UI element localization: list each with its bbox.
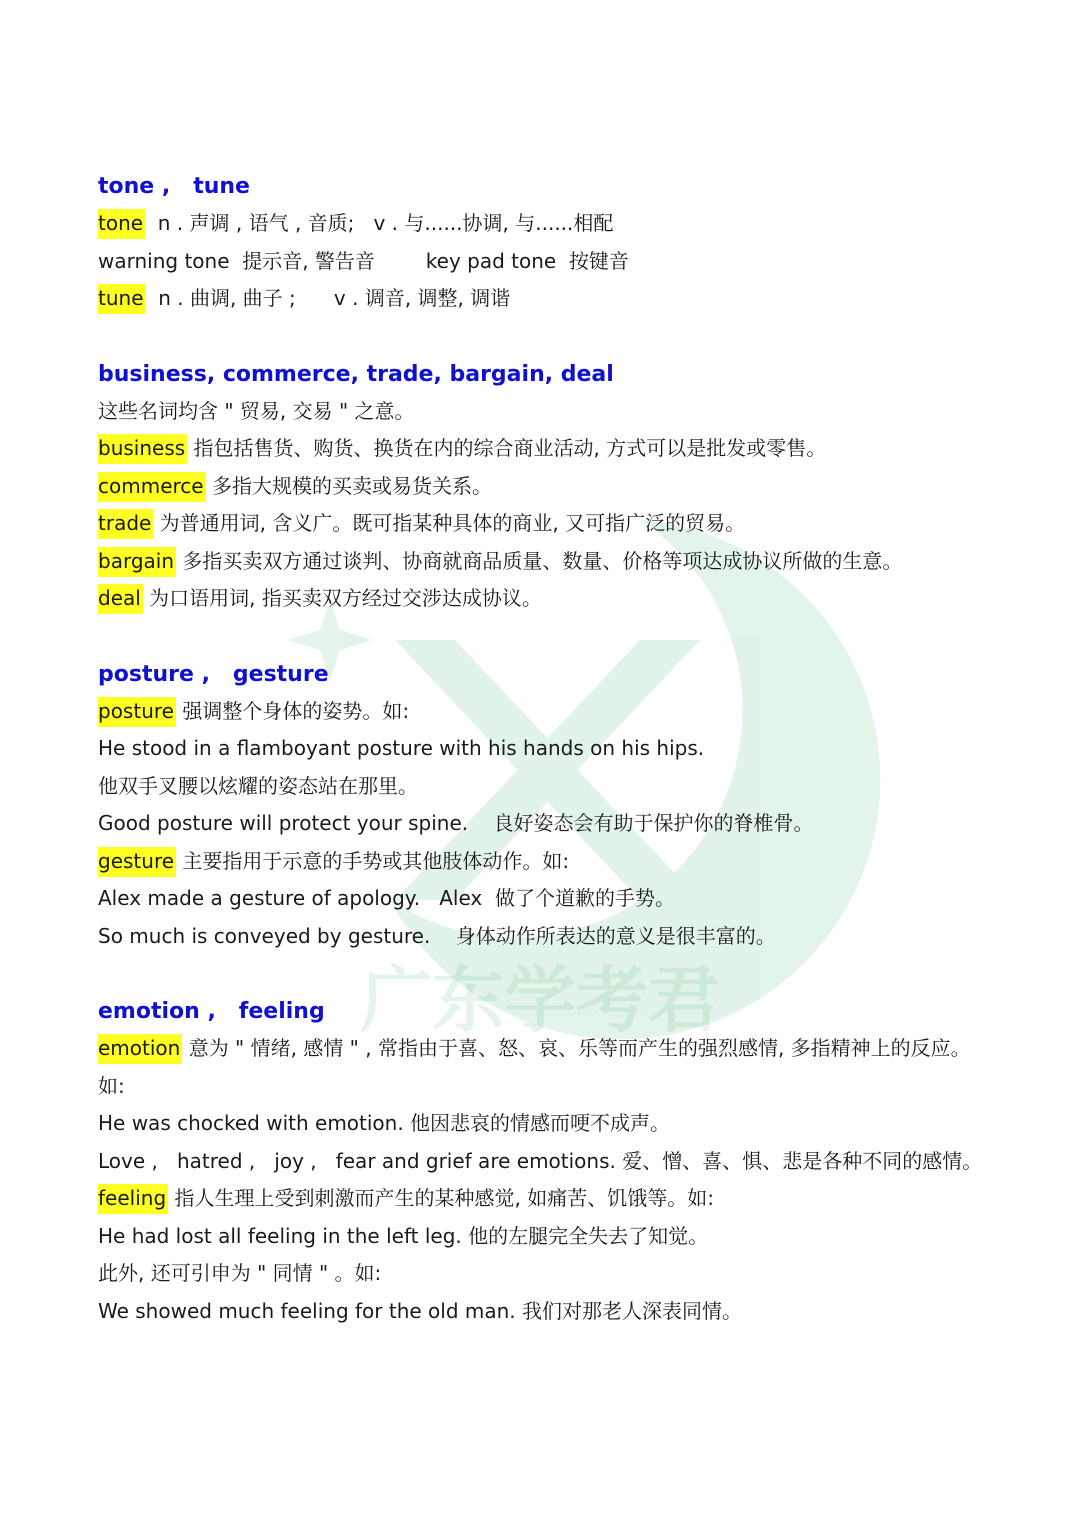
example-text: He had lost all feeling in the left leg. 他的左腿完全失去了知觉。: [98, 1223, 709, 1248]
definition-text: 强调整个身体的姿势。如:: [175, 698, 410, 723]
definition-line: [98, 468, 988, 506]
definition-text: n . 曲调, 曲子 ; v . 调音, 调整, 调谐: [145, 286, 511, 310]
example-line: [98, 1143, 988, 1181]
section-heading: tone , tune: [98, 174, 250, 199]
definition-text: 为口语用词, 指买卖双方经过交涉达成协议。: [142, 586, 542, 610]
example-text: Love , hatred , joy , fear and grief are emotions. 爱、憎、喜、惧、悲是各种不同的感情。: [98, 1148, 983, 1173]
definition-line: [98, 580, 988, 618]
intro-line: [98, 393, 988, 431]
section-posture-gesture: [98, 656, 988, 956]
section-tone-tune: [98, 168, 988, 318]
definition-text: 意为 " 情绪, 感情 " , 常指由于喜、怒、哀、乐等而产生的强烈感情, 多指精神上的反应。如:: [98, 1036, 971, 1098]
highlighted-term: business: [98, 434, 187, 464]
example-line: [98, 918, 988, 956]
highlighted-term: commerce: [98, 472, 206, 502]
example-line: [98, 1218, 988, 1256]
watermark-text: 广东学考君: [359, 958, 721, 1042]
example-text: 此外, 还可引申为 " 同情 " 。如:: [98, 1261, 382, 1285]
content: [98, 168, 988, 1368]
section-business-commerce: [98, 356, 988, 618]
example-line: [98, 243, 988, 281]
definition-line: [98, 205, 988, 243]
definition-text: 指人生理上受到刺激而产生的某种感觉, 如痛苦、饥饿等。如:: [168, 1186, 714, 1210]
definition-line: [98, 1030, 988, 1105]
section-emotion-feeling: [98, 993, 988, 1330]
example-text: He stood in a flamboyant posture with his hands on his hips.: [98, 736, 705, 760]
example-line: [98, 730, 988, 768]
example-text: 他双手叉腰以炫耀的姿态站在那里。: [98, 773, 418, 798]
example-line: [98, 1293, 988, 1331]
section-heading: emotion , feeling: [98, 999, 325, 1024]
section-heading: posture , gesture: [98, 661, 329, 687]
definition-text: 为普通用词, 含义广。既可指某种具体的商业, 又可指广泛的贸易。: [153, 511, 746, 535]
example-text: So much is conveyed by gesture. 身体动作所表达的意义是很丰富的。: [98, 923, 776, 948]
highlighted-term: emotion: [98, 1034, 182, 1064]
intro-text: 这些名词均含 " 贸易, 交易 " 之意。: [98, 398, 415, 423]
definition-line: [98, 280, 988, 318]
highlighted-term: trade: [98, 509, 153, 539]
highlighted-term: bargain: [98, 547, 176, 577]
definition-line: [98, 1180, 988, 1218]
example-line: [98, 1255, 988, 1293]
example-text: Alex made a gesture of apology. Alex 做了个道歉的手势。: [98, 886, 675, 910]
section-heading: business, commerce, trade, bargain, deal: [98, 361, 614, 387]
definition-line: [98, 430, 988, 468]
example-line: [98, 768, 988, 806]
definition-line: [98, 693, 988, 731]
example-line: [98, 1105, 988, 1143]
example-text: warning tone 提示音, 警告音 key pad tone 按键音: [98, 248, 629, 273]
example-text: He was chocked with emotion. 他因悲哀的情感而哽不成声。: [98, 1111, 671, 1135]
example-line: [98, 805, 988, 843]
definition-line: [98, 543, 988, 581]
example-line: [98, 880, 988, 918]
definition-text: 指包括售货、购货、换货在内的综合商业活动, 方式可以是批发或零售。: [187, 436, 827, 460]
highlighted-term: gesture: [98, 847, 176, 877]
highlighted-term: tone: [98, 209, 145, 239]
highlighted-term: posture: [98, 697, 176, 727]
example-text: We showed much feeling for the old man. 我们对那老人深表同情。: [98, 1298, 743, 1323]
example-text: Good posture will protect your spine. 良好姿态会有助于保护你的脊椎骨。: [98, 811, 814, 835]
definition-line: [98, 843, 988, 881]
highlighted-term: tune: [98, 284, 146, 314]
definition-text: 主要指用于示意的手势或其他肢体动作。如:: [176, 848, 570, 873]
highlighted-term: deal: [98, 584, 143, 614]
definition-line: [98, 505, 988, 543]
highlighted-term: feeling: [98, 1184, 168, 1214]
definition-text: 多指大规模的买卖或易货关系。: [205, 473, 492, 498]
definition-text: n . 声调 , 语气 , 音质; v . 与......协调, 与......相配: [145, 211, 614, 235]
definition-text: 多指买卖双方通过谈判、协商就商品质量、数量、价格等项达成协议所做的生意。: [176, 548, 903, 573]
